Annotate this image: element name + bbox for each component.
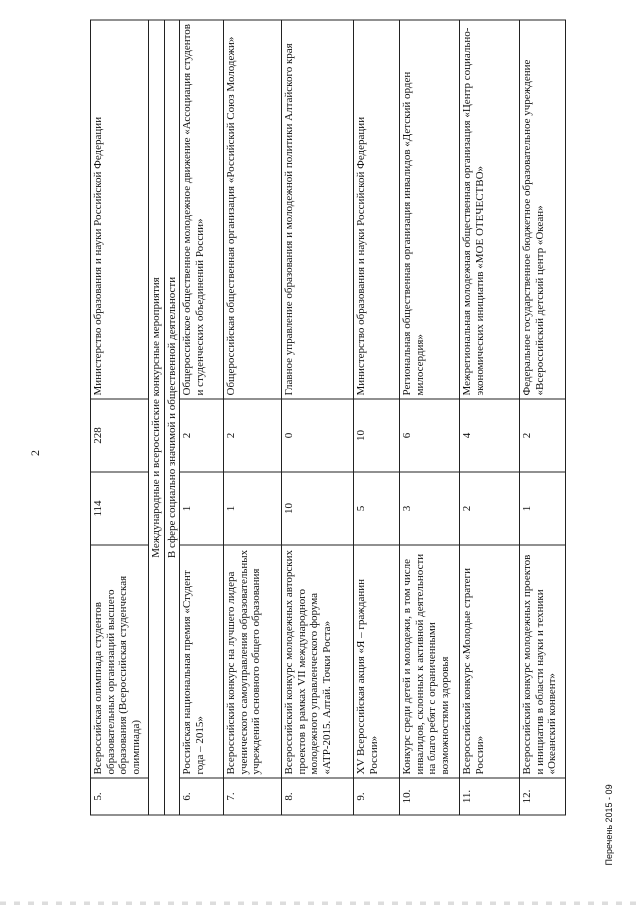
table-row (354, 20, 400, 815)
table-row (91, 20, 149, 815)
participants-count: 5 (354, 472, 400, 545)
places-count: 228 (91, 399, 149, 472)
activity-name: Всероссийский конкурс «Молодые стратеги России» (460, 545, 520, 778)
organizer: Главное управление образования и молодежной политики Алтайского края (282, 20, 354, 399)
table-row (460, 20, 520, 815)
table-row (282, 20, 354, 815)
places-count: 10 (354, 399, 400, 472)
participants-count: 3 (400, 472, 460, 545)
places-count: 4 (460, 399, 520, 472)
subsection-header-row (164, 20, 180, 815)
activity-name: Конкурс среди детей и молодежи, в том числе инвалидов, склонных к активной деятельности на благо ребят с ограниченными возможностями здоровья (400, 545, 460, 778)
subsection-title: В сфере социально значимой и общественной деятельности (164, 20, 180, 815)
row-number: 9. (354, 778, 400, 815)
organizer: Общероссийское общественное молодежное движение «Ассоциация студентов и студенческих объединений России» (180, 20, 224, 399)
footer-label: Перечень 2015 - 09 (604, 783, 614, 865)
row-number: 12. (520, 778, 566, 815)
table-row (400, 20, 460, 815)
organizer: Межрегиональная молодежная общественная организация «Центр социально-экономических инициатив «МОЕ ОТЕЧЕСТВО» (460, 20, 520, 399)
row-number: 7. (224, 778, 282, 815)
organizer: Общероссийская общественная организация «Российский Союз Молодежи» (224, 20, 282, 399)
participants-count: 1 (520, 472, 566, 545)
section-header-row (149, 20, 165, 815)
row-number: 10. (400, 778, 460, 815)
organizer: Министерство образования и науки Российской Федерации (91, 20, 149, 399)
places-count: 6 (400, 399, 460, 472)
scan-edge-artifact (0, 901, 640, 905)
table-row (520, 20, 566, 815)
row-number: 11. (460, 778, 520, 815)
organizer: Региональная общественная организация инвалидов «Детский орден милосердия» (400, 20, 460, 399)
table-row (224, 20, 282, 815)
activity-name: Всероссийский конкурс на лучшего лидера ученического самоуправления образовательных учреждений основного общего образования (224, 545, 282, 778)
row-number: 8. (282, 778, 354, 815)
row-number: 5. (91, 778, 149, 815)
row-number: 6. (180, 778, 224, 815)
activity-name: Всероссийская олимпиада студентов образовательных организаций высшего образования (Всероссийская студенческая олимпиада) (91, 545, 149, 778)
organizer: Федеральное государственное бюджетное образовательное учреждение «Всероссийский детский центр «Океан» (520, 20, 566, 399)
organizer: Министерство образования и науки Российской Федерации (354, 20, 400, 399)
participants-count: 114 (91, 472, 149, 545)
participants-count: 2 (460, 472, 520, 545)
activity-name: XV Всероссийская акция «Я – гражданин России» (354, 545, 400, 778)
page-number: 2 (28, 449, 42, 456)
activity-name: Всероссийский конкурс молодежных авторских проектов в рамках VII международного молодежного управленческого форума «АТР-2015. Алтай. Точки Роста» (282, 545, 354, 778)
places-count: 2 (180, 399, 224, 472)
participants-count: 1 (224, 472, 282, 545)
section-title: Международные и всероссийские конкурсные мероприятия (149, 20, 165, 815)
participants-count: 1 (180, 472, 224, 545)
places-count: 0 (282, 399, 354, 472)
activities-table (90, 19, 566, 815)
table-row (180, 20, 224, 815)
participants-count: 10 (282, 472, 354, 545)
places-count: 2 (224, 399, 282, 472)
activity-name: Всероссийский конкурс молодежных проектов и инициатив в области науки и техники «Океанский конвент» (520, 545, 566, 778)
places-count: 2 (520, 399, 566, 472)
activity-name: Российская национальная премия «Студент года – 2015» (180, 545, 224, 778)
